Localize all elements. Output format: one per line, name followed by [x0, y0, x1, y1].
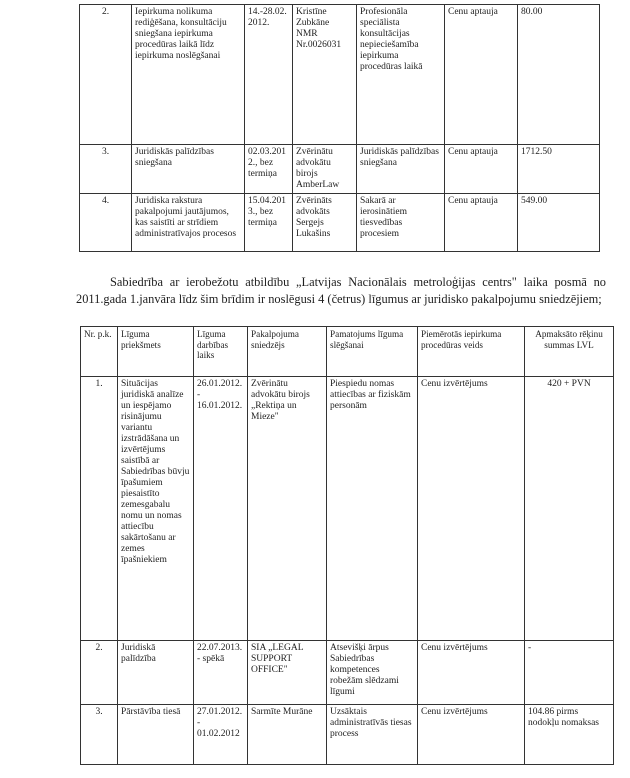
table-row: [80, 5, 600, 145]
table-row: [81, 641, 614, 705]
contracts-table: [80, 326, 614, 765]
contract-period: 14.-28.02.2012.: [245, 5, 293, 145]
row-number: 2.: [81, 641, 118, 705]
contract-basis: Atsevišķi ārpus Sabiedrības kompetences robežām slēdzami līgumi: [327, 641, 418, 705]
contracts-table-continued: [79, 4, 600, 252]
body-paragraph: Sabiedrība ar ierobežotu atbildību „Latvijas Nacionālais metroloģijas centrs" laika posmā no 2011.gada 1.janvāra līdz šim brīdim ir noslēgusi 4 (četrus) līgumus ar juridisko pakalpojumu sniedzējiem;: [76, 275, 606, 307]
contract-subject: Juridiskā palīdzība: [118, 641, 194, 705]
row-number: 3.: [80, 145, 132, 194]
procurement-method: Cenu izvērtējums: [418, 705, 525, 765]
table-row: [81, 705, 614, 765]
header-nr: Nr. p.k.: [81, 327, 118, 377]
table-row: [80, 145, 600, 194]
paid-amount: 104.86 pirms nodokļu nomaksas: [525, 705, 614, 765]
contract-basis: Uzsāktais administratīvās tiesas process: [327, 705, 418, 765]
contract-period: 27.01.2012. - 01.02.2012: [194, 705, 248, 765]
row-number: 1.: [81, 377, 118, 641]
table-row: [80, 194, 600, 252]
procurement-method: Cenu aptauja: [445, 5, 518, 145]
row-number: 3.: [81, 705, 118, 765]
contract-subject: Situācijas juridiskā analīze un iespējamo risinājumu variantu izstrādāšana un izvērtējums saistībā ar Sabiedrības būvju īpašumiem piesaistīto zemesgabalu nomu un nomas attiecību sakārtošanu ar zemes īpašniekiem: [118, 377, 194, 641]
table-row: [81, 377, 614, 641]
paid-amount: 420 + PVN: [525, 377, 614, 641]
contract-period: 02.03.2012., bez termiņa: [245, 145, 293, 194]
paid-amount: 1712.50: [518, 145, 600, 194]
row-number: 4.: [80, 194, 132, 252]
service-provider: Sarmīte Murāne: [248, 705, 327, 765]
table-header-row: [81, 327, 614, 377]
header-method: Piemērotās iepirkuma procedūras veids: [418, 327, 525, 377]
header-period: Līguma darbības laiks: [194, 327, 248, 377]
service-provider: Zvērinātu advokātu birojs AmberLaw: [293, 145, 357, 194]
header-amount: Apmaksāto rēķinu summas LVL: [525, 327, 614, 377]
contract-basis: Profesionāla speciālista konsultācijas nepieciešamība iepirkuma procedūras laikā: [357, 5, 445, 145]
service-provider: Zvērinātu advokātu birojs „Rektiņa un Mieze": [248, 377, 327, 641]
procurement-method: Cenu izvērtējums: [418, 641, 525, 705]
contract-subject: Iepirkuma nolikuma rediģēšana, konsultāciju sniegšana iepirkuma procedūras laikā līdz iepirkuma noslēgšanai: [132, 5, 245, 145]
contract-subject: Pārstāvība tiesā: [118, 705, 194, 765]
paid-amount: -: [525, 641, 614, 705]
contract-basis: Juridiskās palīdzības sniegšana: [357, 145, 445, 194]
contract-subject: Juridiskās palīdzības sniegšana: [132, 145, 245, 194]
service-provider: Kristīne Zubkāne NMR Nr.0026031: [293, 5, 357, 145]
paid-amount: 549.00: [518, 194, 600, 252]
row-number: 2.: [80, 5, 132, 145]
procurement-method: Cenu aptauja: [445, 145, 518, 194]
paid-amount: 80.00: [518, 5, 600, 145]
service-provider: Zvērināts advokāts Sergejs Lukašins: [293, 194, 357, 252]
header-provider: Pakalpojuma sniedzējs: [248, 327, 327, 377]
procurement-method: Cenu izvērtējums: [418, 377, 525, 641]
contract-subject: Juridiska rakstura pakalpojumi jautājumos, kas saistīti ar strīdiem administratīvajos procesos: [132, 194, 245, 252]
header-basis: Pamatojums līguma slēgšanai: [327, 327, 418, 377]
service-provider: SIA „LEGAL SUPPORT OFFICE": [248, 641, 327, 705]
contract-period: 22.07.2013. - spēkā: [194, 641, 248, 705]
procurement-method: Cenu aptauja: [445, 194, 518, 252]
contract-basis: Piespiedu nomas attiecības ar fiziskām personām: [327, 377, 418, 641]
header-subject: Līguma priekšmets: [118, 327, 194, 377]
contract-period: 26.01.2012. - 16.01.2012.: [194, 377, 248, 641]
contract-period: 15.04.2013., bez termiņa: [245, 194, 293, 252]
contract-basis: Sakarā ar ierosinātiem tiesvedības procesiem: [357, 194, 445, 252]
